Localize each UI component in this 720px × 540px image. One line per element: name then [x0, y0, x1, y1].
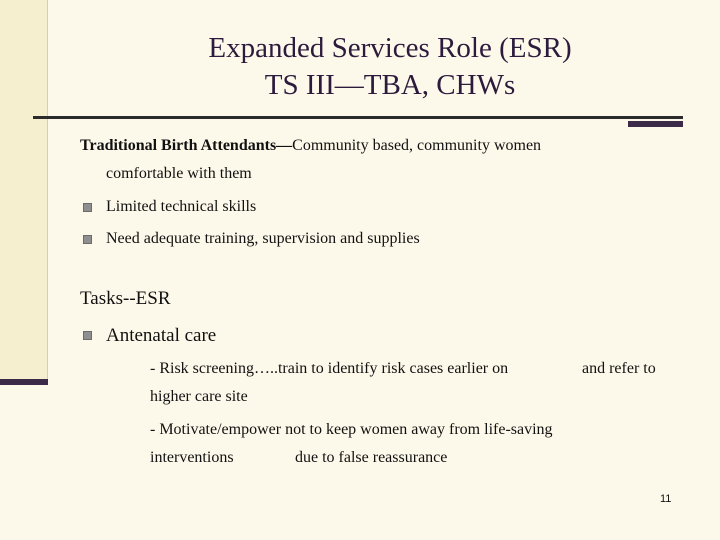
- slide-title: [60, 30, 720, 104]
- tba-bullet-2: Need adequate training, supervision and supplies: [106, 230, 420, 247]
- left-bar-accent: [0, 379, 48, 385]
- title-line-2: TS III—TBA, CHWs: [264, 69, 516, 101]
- tba-definition-line-2: comfortable with them: [106, 165, 252, 182]
- risk-screening-tail: and refer to: [582, 360, 656, 377]
- tasks-bullet-antenatal: Antenatal care: [106, 325, 217, 346]
- tba-dash: —: [276, 137, 293, 154]
- tba-term: Traditional Birth Attendants: [80, 137, 277, 154]
- tba-bullet-1: Limited technical skills: [106, 198, 257, 215]
- square-bullet-icon: [83, 235, 92, 244]
- left-decorative-bar: [0, 0, 48, 384]
- motivate-line-2a: interventions: [150, 449, 234, 466]
- tba-definition: Community based, community women: [292, 137, 542, 154]
- motivate-line-2b: due to false reassurance: [295, 449, 448, 466]
- divider-accent: [628, 121, 683, 127]
- tasks-heading: Tasks--ESR: [80, 288, 171, 309]
- tba-definition-line-1: [80, 137, 541, 155]
- title-divider: [33, 116, 683, 119]
- page-number: 11: [660, 493, 672, 505]
- square-bullet-icon: [83, 203, 92, 212]
- risk-screening-line-2: higher care site: [150, 388, 248, 405]
- risk-screening-line-1: - Risk screening…..train to identify risk cases earlier on: [150, 360, 509, 377]
- motivate-line-1: - Motivate/empower not to keep women away from life-saving: [150, 421, 553, 438]
- title-line-1: Expanded Services Role (ESR): [208, 32, 572, 64]
- square-bullet-icon: [83, 331, 92, 340]
